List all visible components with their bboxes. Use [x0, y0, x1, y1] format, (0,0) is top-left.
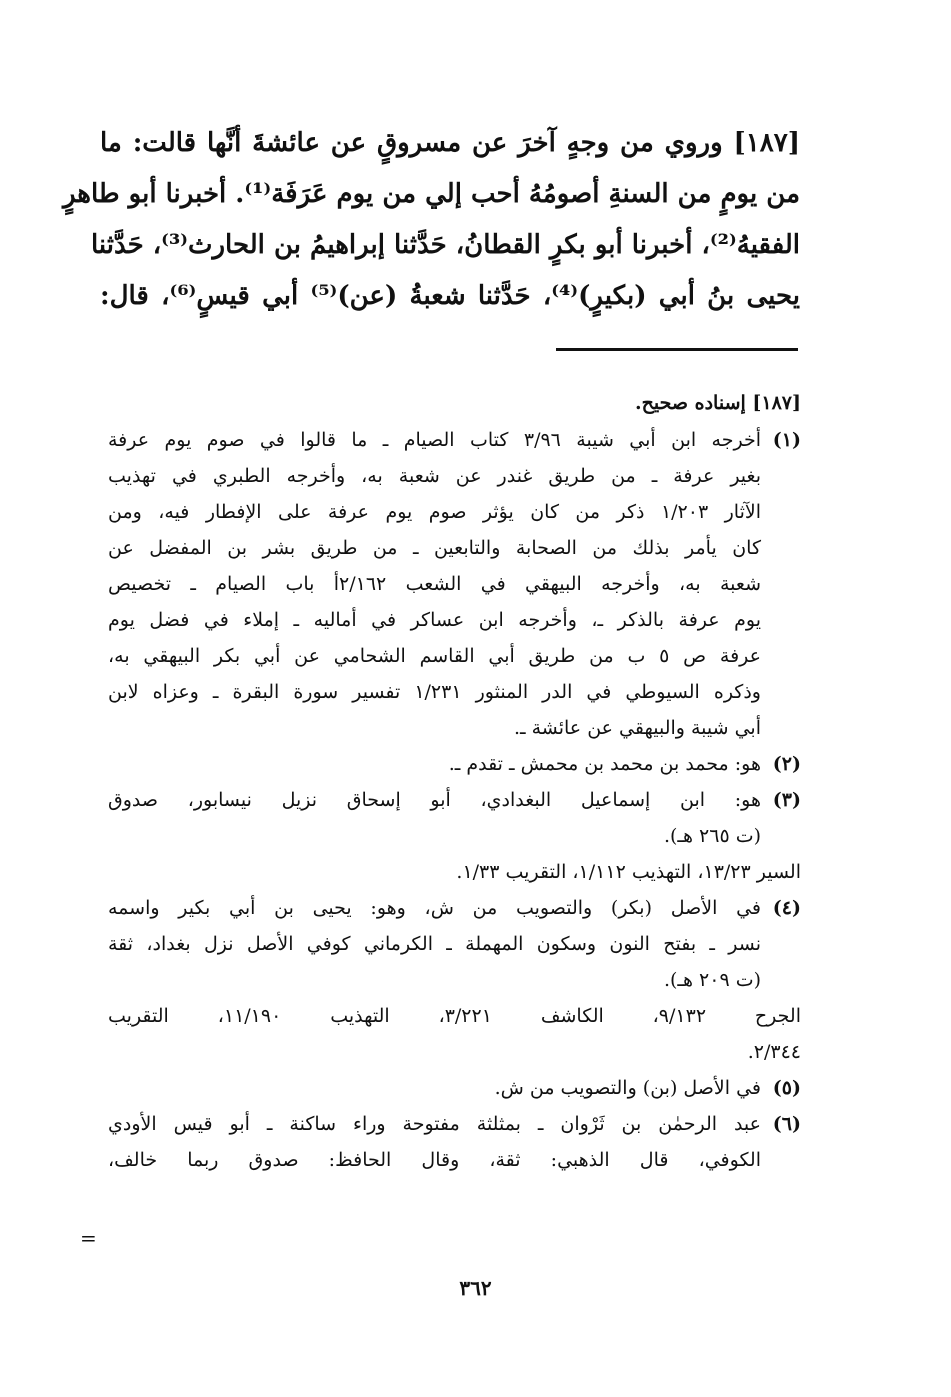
footnote-body [108, 890, 761, 998]
footnote-line: الآثار ١/٢٠٣ ذكر من كان يؤثر صوم يوم عرفة على الإفطار فيه، ومن [108, 501, 761, 523]
footnote-separator [556, 348, 798, 351]
footnote-line: الجرح ٩/١٣٢، الكاشف ٣/٢٢١، التهذيب ١١/١٩٠، التقريب [108, 1005, 802, 1027]
page-number: ٣٦٢ [459, 1276, 492, 1300]
footnote-line: هو: ابن إسماعيل البغدادي، أبو إسحاق نزيل نيسابور، صدوق [108, 789, 761, 811]
footnote-line: (ت ٢٠٩ هـ). [663, 969, 761, 991]
footnote-number: (٢) [772, 753, 801, 775]
footnote-line: السير ١٣/٢٣، التهذيب ١/١١٢، التقريب ١/٣٣. [456, 861, 801, 883]
footnote-line: يوم عرفة بالذكر ـ، وأخرجه ابن عساكر في أماليه ـ إملاء في فضل يوم [108, 609, 761, 631]
footnotes [108, 384, 801, 1178]
main-text [62, 118, 800, 322]
continuation-mark: = [80, 1226, 97, 1250]
footnote-line: وذكره السيوطي في الدر المنثور ١/٢٣١ تفسير سورة البقرة ـ وعزاه لابن [108, 681, 761, 703]
main-text-line: من يومٍ من السنةِ أصومُهُ أحب إلي من يوم عَرَفَة⁽¹⁾. أخبرنا أبو طاهرٍ [62, 179, 800, 209]
footnote-line: (ت ٢٦٥ هـ). [663, 825, 761, 847]
main-text-line: [١٨٧] وروي من وجهٍ آخرَ عن مسروقٍ عن عائشةَ أنَّها قالت: ما [100, 128, 800, 158]
footnote-line: في الأصل (بن) والتصويب من ش. [494, 1077, 761, 1099]
footnote-line: شعبة به، وأخرجه البيهقي في الشعب ٢/١٦٢أ باب الصيام ـ تخصيص [108, 573, 762, 595]
footnote-line: كان يأمر بذلك من الصحابة والتابعين ـ من طريق بشر بن المفضل عن [108, 537, 761, 559]
footnote-6 [108, 1106, 801, 1178]
footnote-4-references [108, 998, 801, 1070]
footnote-body [108, 746, 761, 782]
footnote-heading: [١٨٧] إسناده صحيح. [635, 392, 801, 414]
footnote-body [108, 1106, 761, 1178]
footnote-body [108, 1070, 761, 1106]
footnote-body [108, 782, 761, 854]
main-text-line: الفقيهُ⁽²⁾، أخبرنا أبو بكرٍ القطانُ، حَدَّثنا إبراهيمُ بن الحارث⁽³⁾، حَدَّثنا [90, 230, 800, 260]
footnote-line: أبي شيبة والبيهقي عن عائشة ـ. [513, 717, 761, 739]
footnote-line: عرفة ص ٥ ب من طريق أبي القاسم الشحامي عن أبي بكر البيهقي به، [108, 645, 761, 667]
footnote-number: (٤) [772, 897, 801, 919]
main-text-line: يحيى بنُ أبي (بكيرٍ)⁽⁴⁾، حَدَّثنا شعبةُ (عن)⁽⁵⁾ أبي قيسٍ⁽⁶⁾، قال: [100, 281, 800, 311]
footnote-line: هو: محمد بن محمد بن محمش ـ تقدم ـ. [448, 753, 761, 775]
footnote-3 [108, 782, 801, 854]
footnote-line: نسر ـ بفتح النون وسكون المهملة ـ الكرماني كوفي الأصل نزل بغداد، ثقة [108, 933, 761, 955]
footnote-line: ٢/٣٤٤. [747, 1041, 801, 1063]
footnote-number: (٦) [772, 1113, 801, 1135]
footnote-2 [108, 746, 801, 782]
footnote-line: الكوفي، قال الذهبي: ثقة، وقال الحافظ: صدوق ربما خالف، [108, 1149, 761, 1171]
footnote-3-references [108, 854, 801, 890]
footnote-4 [108, 890, 801, 998]
footnote-line: أخرجه ابن أبي شيبة ٣/٩٦ كتاب الصيام ـ ما قالوا في صوم يوم عرفة [108, 429, 761, 451]
footnote-5 [108, 1070, 801, 1106]
footnote-number: (١) [772, 429, 801, 451]
footnote-body [108, 422, 761, 746]
footnote-line: بغير عرفة ـ من طريق غندر عن شعبة به، وأخرجه الطبري في تهذيب [108, 465, 761, 487]
footnote-line: في الأصل (بكر) والتصويب من ش، وهو: يحيى بن أبي بكير واسمه [108, 897, 761, 919]
footnote-1 [108, 422, 801, 746]
footnote-number: (٣) [772, 789, 801, 811]
footnote-line: عبد الرحمٰن بن ثَرْوان ـ بمثلثة مفتوحة وراء ساكنة ـ أبو قيس الأودي [108, 1113, 761, 1135]
footnote-number: (٥) [772, 1077, 801, 1099]
